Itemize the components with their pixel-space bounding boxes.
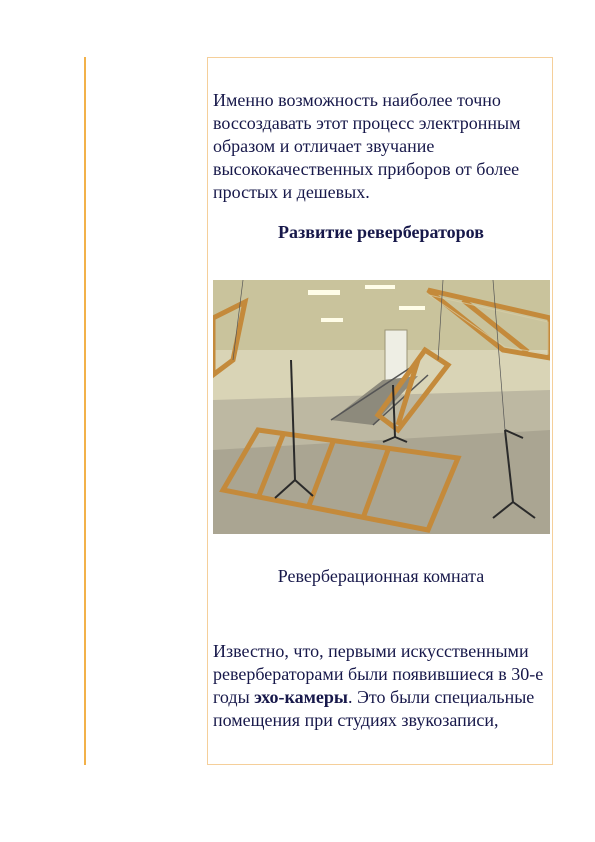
reverberation-room-photo [213,280,550,534]
bold-term: эхо-камеры [254,687,348,707]
photo-caption: Реверберационная комната [277,566,485,586]
body-paragraph [213,640,549,732]
body-paragraph-text-after: . Это были специальные помещения при студиях звукозаписи, [213,687,535,730]
body-paragraph-text-before: Известно, что, первыми искусственными ревербераторами были появившиеся в 30-е годы [213,641,544,707]
intro-paragraph: Именно возможность наиболее точно воссоздавать этот процесс электронным образом и отличает звучание высококачественных приборов от более простых и дешевых. [213,90,521,202]
section-heading: Развитие ревербераторов [278,222,484,242]
left-margin-rule [84,57,86,765]
